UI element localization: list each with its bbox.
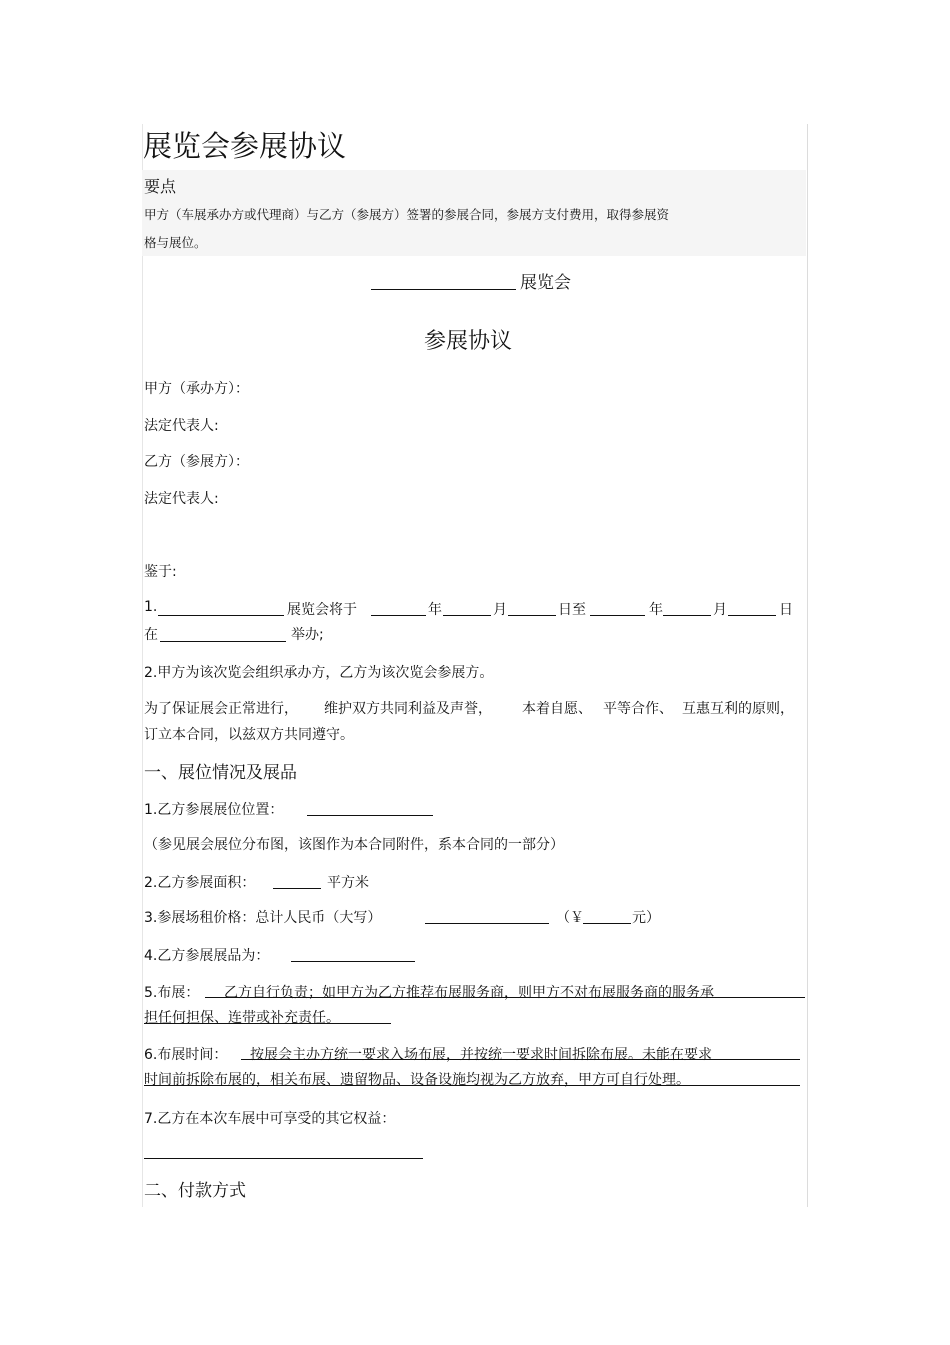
setup-time-line-1: 按展会主办方统一要求入场布展，并按统一要求时间拆除布展。未能在要求 <box>250 1047 712 1063</box>
start-day-to-label: 日至 <box>558 602 586 618</box>
purpose-part-2: 维护双方共同利益及声誉， <box>324 701 492 717</box>
other-rights-blank <box>144 1158 423 1159</box>
booth-area-blank <box>273 888 321 889</box>
booth-area-label: 2.乙方参展面积： <box>144 875 256 891</box>
whereas-item2: 2.甲方为该次览会组织承办方，乙方为该次览会参展方。 <box>144 665 494 681</box>
booth-map-note: （参见展会展位分布图，该图作为本合同附件，系本合同的一部分） <box>144 837 564 853</box>
booth-location-blank <box>307 815 433 816</box>
booth-area-unit: 平方米 <box>327 875 369 891</box>
purpose-part-4: 平等合作、 <box>603 701 673 717</box>
rent-yen-open: （￥ <box>556 910 584 926</box>
rep-a-label: 法定代表人: <box>144 418 219 434</box>
end-month-blank <box>663 615 711 616</box>
expo-name-blank <box>371 289 516 290</box>
rep-b-label: 法定代表人: <box>144 491 219 507</box>
rent-price-label: 3.参展场租价格：总计人民币（大写） <box>144 910 382 926</box>
summary-heading: 要点 <box>144 177 177 196</box>
held-label: 举办; <box>291 627 324 643</box>
summary-line-2: 格与展位。 <box>144 235 207 250</box>
setup-label: 5.布展： <box>144 985 200 1001</box>
section2-heading: 二、付款方式 <box>144 1181 246 1201</box>
summary-line-1: 甲方（车展承办方或代理商）与乙方（参展方）签署的参展合同，参展方支付费用，取得参展资 <box>144 207 670 222</box>
expo-name-blank-2 <box>158 615 284 616</box>
document-title: 展览会参展协议 <box>143 129 347 163</box>
setup-line-1: 乙方自行负责；如甲方为乙方推荐布展服务商，则甲方不对布展服务商的服务承 <box>224 985 714 1001</box>
venue-at-label: 在 <box>144 627 158 643</box>
start-year-blank <box>371 615 426 616</box>
agreement-title: 参展协议 <box>424 329 513 354</box>
end-year-label: 年 <box>649 602 663 618</box>
venue-blank <box>160 641 286 642</box>
purpose-part-3: 本着自愿、 <box>522 701 592 717</box>
rent-yen-blank <box>583 923 631 924</box>
end-month-label: 月 <box>713 602 727 618</box>
expo-suffix: 展览会 <box>520 273 571 293</box>
setup-time-line-2-underline <box>144 1085 800 1086</box>
setup-line-1-underline <box>205 997 805 998</box>
booth-location-label: 1.乙方参展展位位置： <box>144 802 284 818</box>
start-month-label: 月 <box>493 602 507 618</box>
setup-time-label: 6.布展时间： <box>144 1047 228 1063</box>
start-day-blank <box>508 615 556 616</box>
rent-yen-close: 元） <box>632 910 660 926</box>
end-year-blank <box>590 615 645 616</box>
exhibits-blank <box>291 961 415 962</box>
setup-line-2-underline <box>144 1023 391 1024</box>
whereas-label: 鉴于: <box>144 564 177 580</box>
other-rights-label: 7.乙方在本次车展中可享受的其它权益： <box>144 1111 396 1127</box>
purpose-line-2: 订立本合同，以兹双方共同遵守。 <box>144 727 354 743</box>
whereas-item1-prefix: 1. <box>144 599 158 615</box>
party-b-label: 乙方（参展方）： <box>144 454 249 470</box>
exhibits-label: 4.乙方参展展品为： <box>144 948 270 964</box>
purpose-part-5: 互惠互利的原则， <box>682 701 794 717</box>
party-a-label: 甲方（承办方）： <box>144 381 249 397</box>
end-day-label: 日 <box>779 602 793 618</box>
start-year-label: 年 <box>428 602 442 618</box>
purpose-part-1: 为了保证展会正常进行， <box>144 701 298 717</box>
setup-time-line-1-underline <box>241 1059 800 1060</box>
rent-price-uppercase-blank <box>425 923 549 924</box>
setup-line-2: 担任何担保、连带或补充责任。 <box>144 1010 340 1026</box>
end-day-blank <box>728 615 776 616</box>
section1-heading: 一、展位情况及展品 <box>144 763 297 783</box>
start-month-blank <box>443 615 491 616</box>
setup-time-line-2: 时间前拆除布展的，相关布展、遗留物品、设备设施均视为乙方放弃，甲方可自行处理。 <box>144 1072 690 1088</box>
whereas-item1-expo: 展览会将于 <box>287 602 357 618</box>
